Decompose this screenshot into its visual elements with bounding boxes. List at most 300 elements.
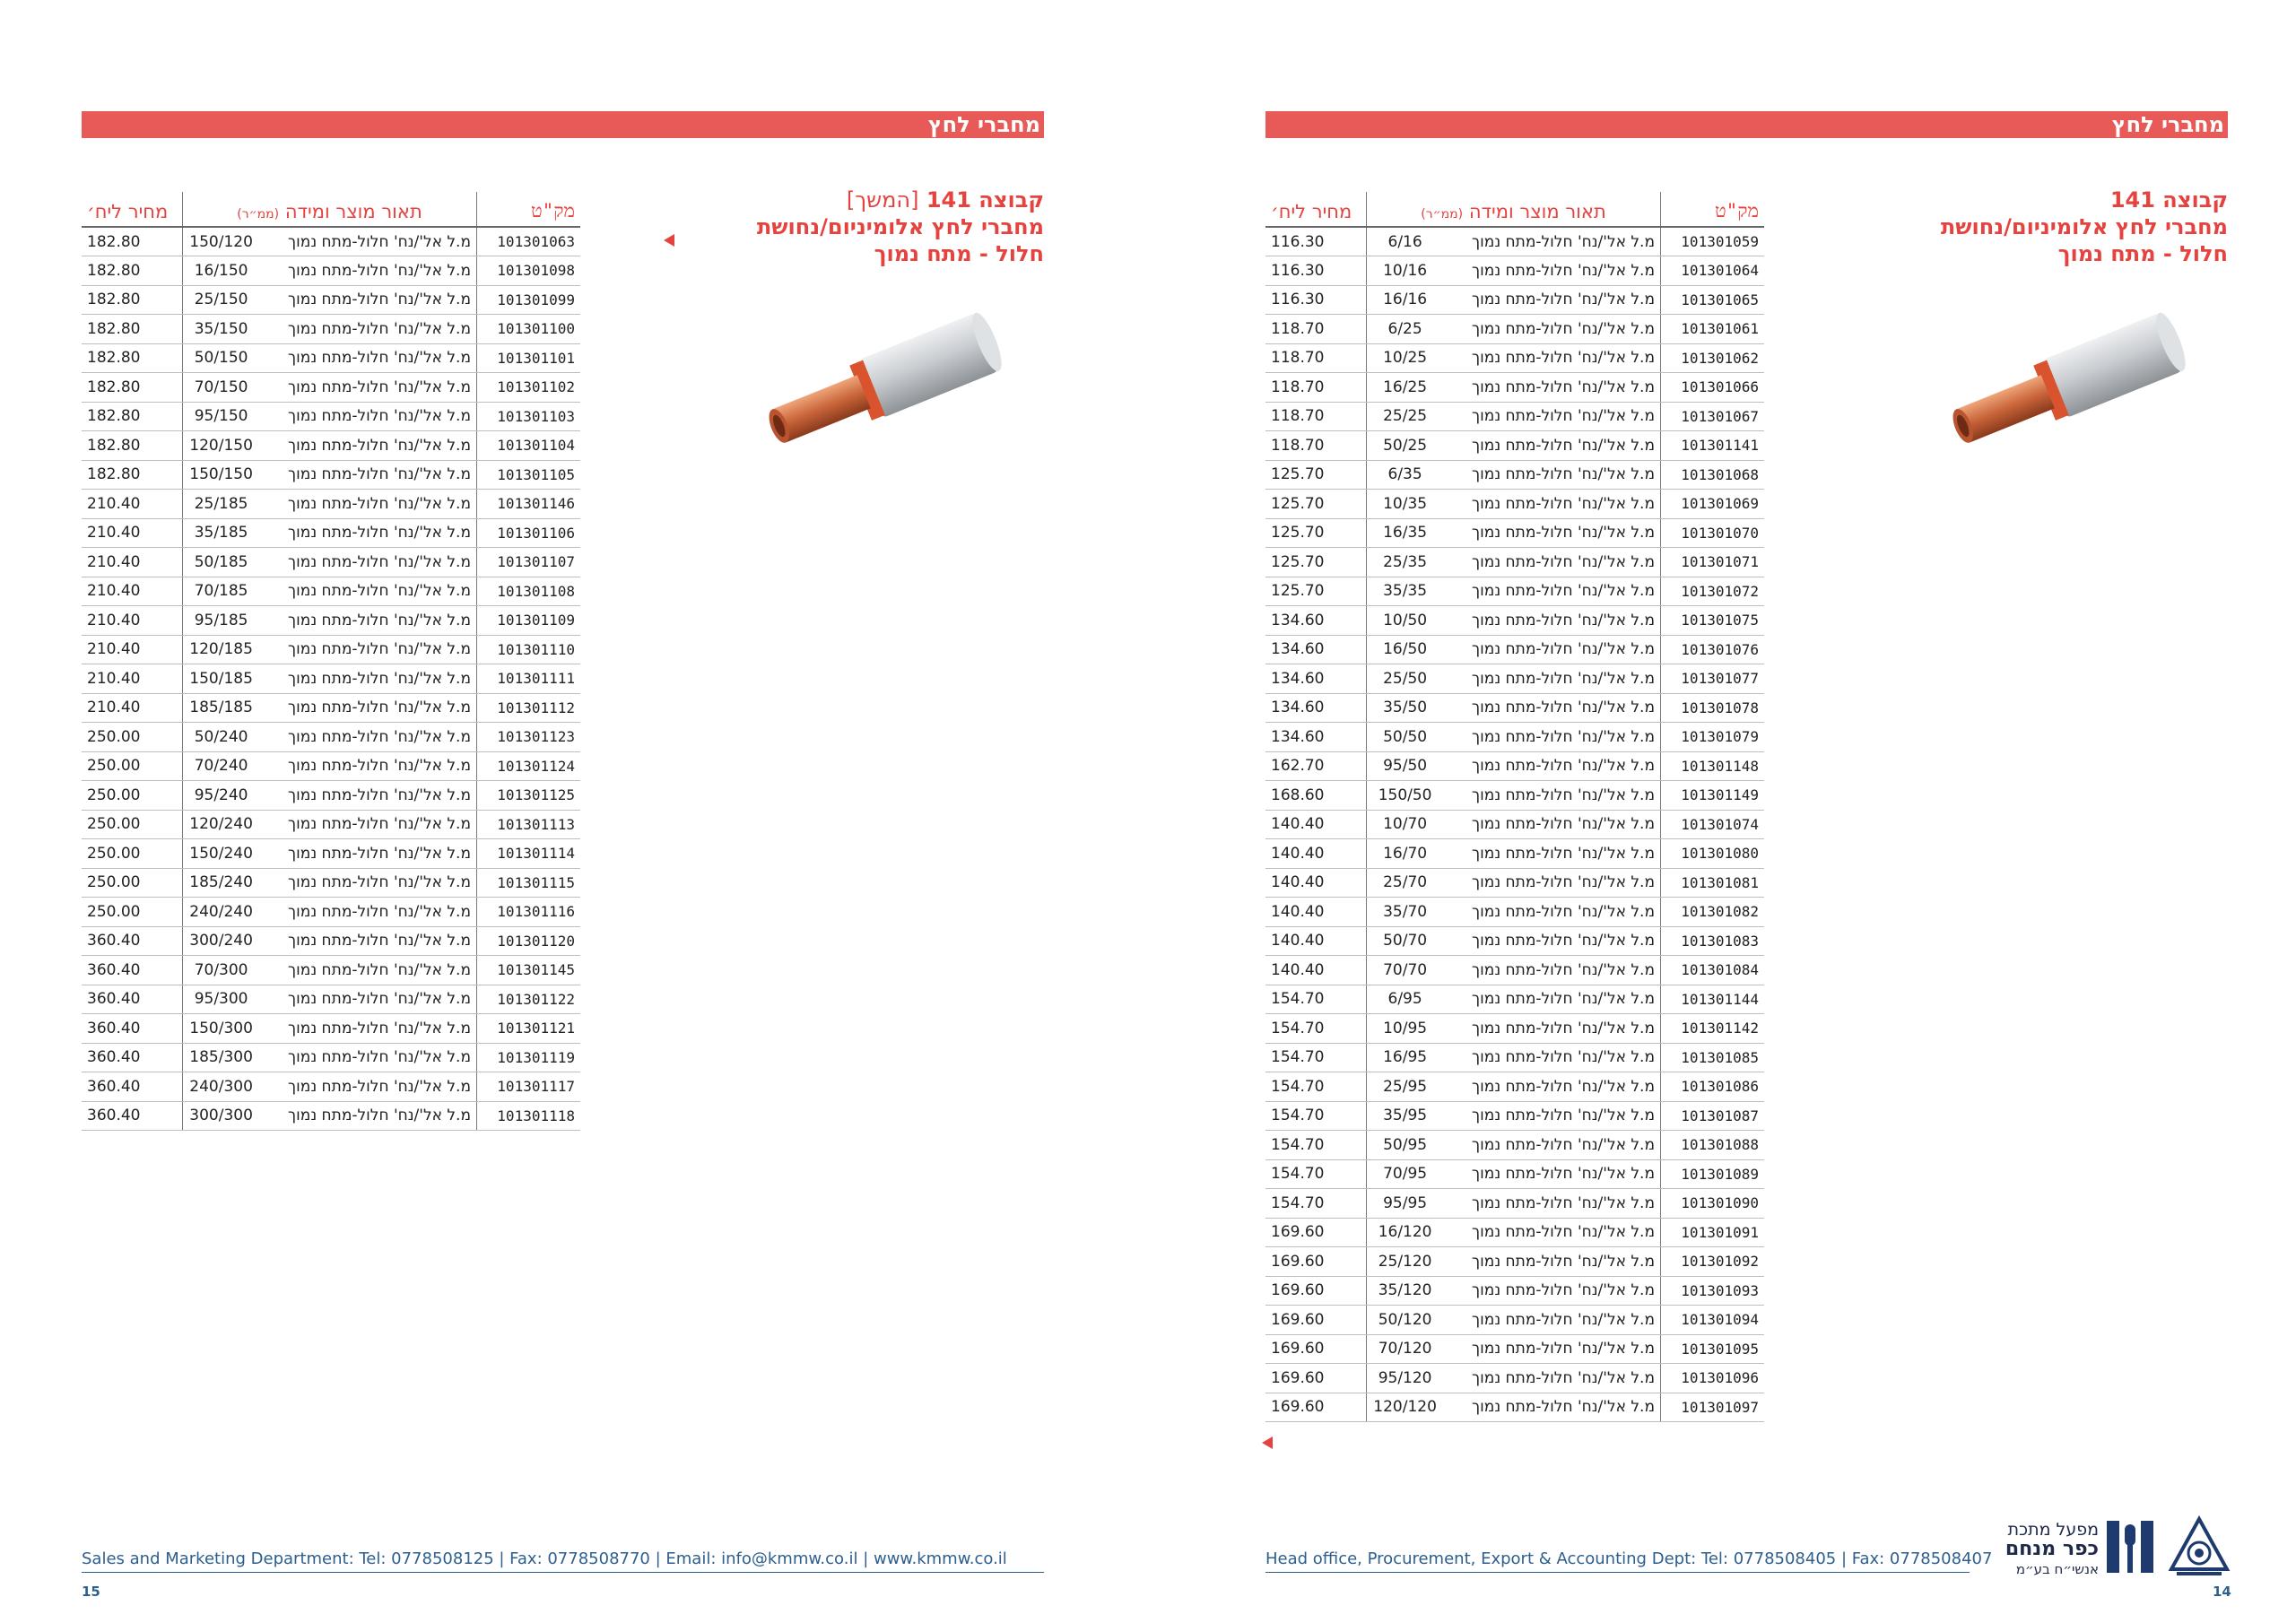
cell-price: 134.60: [1265, 606, 1367, 636]
cell-price: 360.40: [82, 1101, 183, 1131]
cell-size: 300/240: [183, 926, 260, 956]
cell-price: 140.40: [1265, 956, 1367, 985]
header-description: תאור מוצר ומידה (ממ״ר): [1367, 192, 1661, 227]
cell-description: מ.ל אל'/נח' חלול-מתח נמוך: [1443, 635, 1660, 664]
table-row: [1265, 868, 1764, 898]
cell-code: 101301087: [1661, 1101, 1765, 1131]
cell-code: 101301078: [1661, 693, 1765, 723]
cell-price: 169.60: [1265, 1393, 1367, 1422]
group-number: קבוצה 141: [926, 187, 1044, 213]
cell-size: 95/95: [1367, 1189, 1444, 1219]
table-row: [82, 1072, 580, 1102]
table-row: [1265, 926, 1764, 956]
cell-price: 140.40: [1265, 839, 1367, 869]
cell-price: 134.60: [1265, 693, 1367, 723]
cell-price: 182.80: [82, 402, 183, 431]
cell-code: 101301115: [477, 868, 581, 898]
cell-size: 150/240: [183, 839, 260, 869]
cell-description: מ.ל אל'/נח' חלול-מתח נמוך: [1443, 518, 1660, 548]
cell-price: 250.00: [82, 810, 183, 839]
cell-size: 240/300: [183, 1072, 260, 1102]
cell-description: מ.ל אל'/נח' חלול-מתח נמוך: [259, 256, 476, 286]
cell-description: מ.ל אל'/נח' חלול-מתח נמוך: [1443, 1276, 1660, 1306]
cell-description: מ.ל אל'/נח' חלול-מתח נמוך: [1443, 431, 1660, 461]
cell-description: מ.ל אל'/נח' חלול-מתח נמוך: [1443, 810, 1660, 839]
cell-size: 300/300: [183, 1101, 260, 1131]
table-row: [1265, 1072, 1764, 1102]
table-row: [1265, 898, 1764, 927]
cell-size: 95/185: [183, 606, 260, 636]
table-row: [1265, 839, 1764, 869]
cell-description: מ.ל אל'/נח' חלול-מתח נמוך: [1443, 751, 1660, 781]
cell-price: 134.60: [1265, 664, 1367, 694]
table-row: [82, 373, 580, 403]
cell-size: 240/240: [183, 898, 260, 927]
cell-price: 154.70: [1265, 1189, 1367, 1219]
cell-price: 210.40: [82, 606, 183, 636]
cell-size: 150/300: [183, 1014, 260, 1044]
table-row: [1265, 373, 1764, 403]
cell-code: 101301072: [1661, 577, 1765, 606]
cell-description: מ.ל אל'/נח' חלול-מתח נמוך: [259, 898, 476, 927]
product-image-connector: [735, 305, 1022, 466]
cell-description: מ.ל אל'/נח' חלול-מתח נמוך: [259, 373, 476, 403]
cell-size: 50/185: [183, 548, 260, 577]
cell-code: 101301144: [1661, 985, 1765, 1014]
cell-price: 140.40: [1265, 868, 1367, 898]
table-row: [82, 431, 580, 461]
page-number: 14: [2213, 1584, 2231, 1600]
cell-description: מ.ל אל'/נח' חלול-מתח נמוך: [1443, 868, 1660, 898]
table-row: [82, 1043, 580, 1072]
cell-size: 25/95: [1367, 1072, 1444, 1102]
table-row: [1265, 431, 1764, 461]
cell-description: מ.ל אל'/נח' חלול-מתח נמוך: [1443, 315, 1660, 344]
cell-price: 125.70: [1265, 548, 1367, 577]
cell-price: 118.70: [1265, 343, 1367, 373]
cell-price: 154.70: [1265, 1159, 1367, 1189]
price-table: [1265, 192, 1764, 1422]
cell-size: 150/185: [183, 664, 260, 694]
cell-code: 101301149: [1661, 781, 1765, 811]
footer-contact: Sales and Marketing Department: Tel: 0778508125 | Fax: 0778508770 | Email: info@kmmw.co.il | www.kmmw.co.il: [82, 1549, 1044, 1573]
cell-description: מ.ל אל'/נח' חלול-מתח נמוך: [259, 431, 476, 461]
cell-description: מ.ל אל'/נח' חלול-מתח נמוך: [259, 985, 476, 1014]
cell-code: 101301103: [477, 402, 581, 431]
cell-description: מ.ל אל'/נח' חלול-מתח נמוך: [259, 460, 476, 490]
table-row: [82, 518, 580, 548]
table-row: [1265, 1276, 1764, 1306]
cell-description: מ.ל אל'/נח' חלול-מתח נמוך: [1443, 781, 1660, 811]
cell-price: 250.00: [82, 868, 183, 898]
cell-code: 101301082: [1661, 898, 1765, 927]
cell-code: 101301125: [477, 781, 581, 811]
cell-code: 101301074: [1661, 810, 1765, 839]
section-header-band: [82, 111, 1044, 138]
group-subtitle: מחברי לחץ אלומיניום/נחושת: [1940, 214, 2228, 239]
cell-code: 101301063: [477, 227, 581, 256]
cell-size: 35/150: [183, 315, 260, 344]
table-row: [1265, 1334, 1764, 1364]
cell-size: 35/95: [1367, 1101, 1444, 1131]
cell-price: 116.30: [1265, 256, 1367, 286]
table-row: [1265, 343, 1764, 373]
cell-size: 10/16: [1367, 256, 1444, 286]
price-table: [82, 192, 580, 1131]
cell-description: מ.ל אל'/נח' חלול-מתח נמוך: [1443, 548, 1660, 577]
cell-code: 101301100: [477, 315, 581, 344]
table-body: [1265, 227, 1764, 1422]
table-row: [1265, 751, 1764, 781]
table-row: [1265, 1218, 1764, 1247]
cell-size: 10/70: [1367, 810, 1444, 839]
table-row: [1265, 1306, 1764, 1335]
cell-description: מ.ל אל'/נח' חלול-מתח נמוך: [1443, 723, 1660, 752]
table-row: [82, 577, 580, 606]
table-row: [82, 723, 580, 752]
cell-code: 101301091: [1661, 1218, 1765, 1247]
cell-description: מ.ל אל'/נח' חלול-מתח נמוך: [259, 227, 476, 256]
table-row: [82, 781, 580, 811]
table-row: [1265, 1189, 1764, 1219]
continuation-arrow-icon: [1262, 1436, 1273, 1449]
cell-description: מ.ל אל'/נח' חלול-מתח נמוך: [259, 839, 476, 869]
cell-description: מ.ל אל'/נח' חלול-מתח נמוך: [1443, 1101, 1660, 1131]
table-row: [82, 285, 580, 315]
cell-size: 70/70: [1367, 956, 1444, 985]
cell-size: 150/120: [183, 227, 260, 256]
cell-price: 250.00: [82, 751, 183, 781]
cell-size: 6/16: [1367, 227, 1444, 256]
table-row: [1265, 635, 1764, 664]
cell-description: מ.ל אל'/נח' חלול-מתח נמוך: [259, 518, 476, 548]
cell-code: 101301111: [477, 664, 581, 694]
cell-code: 101301093: [1661, 1276, 1765, 1306]
cell-price: 154.70: [1265, 1101, 1367, 1131]
cell-description: מ.ל אל'/נח' חלול-מתח נמוך: [1443, 285, 1660, 315]
cell-description: מ.ל אל'/נח' חלול-מתח נמוך: [259, 1043, 476, 1072]
cell-size: 6/25: [1367, 315, 1444, 344]
cell-price: 169.60: [1265, 1334, 1367, 1364]
group-title: [1869, 187, 2228, 267]
cell-size: 50/120: [1367, 1306, 1444, 1335]
table-row: [82, 693, 580, 723]
cell-price: 210.40: [82, 693, 183, 723]
cell-price: 154.70: [1265, 985, 1367, 1014]
cell-price: 360.40: [82, 956, 183, 985]
cell-price: 116.30: [1265, 227, 1367, 256]
cell-size: 6/35: [1367, 460, 1444, 490]
table-row: [1265, 956, 1764, 985]
page-number: 15: [82, 1584, 100, 1600]
page-14: [1148, 0, 2296, 1623]
cell-code: 101301107: [477, 548, 581, 577]
header-price: מחיר ליח׳: [1265, 192, 1367, 227]
cell-price: 134.60: [1265, 723, 1367, 752]
cell-code: 101301066: [1661, 373, 1765, 403]
table-row: [82, 868, 580, 898]
table-row: [1265, 1043, 1764, 1072]
cell-code: 101301146: [477, 490, 581, 519]
cell-price: 182.80: [82, 343, 183, 373]
cell-description: מ.ל אל'/נח' חלול-מתח נמוך: [259, 1101, 476, 1131]
table-row: [1265, 810, 1764, 839]
cell-price: 154.70: [1265, 1131, 1367, 1160]
table-row: [82, 227, 580, 256]
cell-size: 120/185: [183, 635, 260, 664]
header-price: מחיר ליח׳: [82, 192, 183, 227]
table-row: [1265, 781, 1764, 811]
cell-code: 101301070: [1661, 518, 1765, 548]
table-row: [1265, 985, 1764, 1014]
cell-price: 250.00: [82, 839, 183, 869]
section-header-band: [1265, 111, 2228, 138]
table-row: [82, 810, 580, 839]
cell-description: מ.ל אל'/נח' חלול-מתח נמוך: [259, 315, 476, 344]
cell-code: 101301117: [477, 1072, 581, 1102]
cell-size: 16/95: [1367, 1043, 1444, 1072]
cell-price: 125.70: [1265, 460, 1367, 490]
cell-description: מ.ל אל'/נח' חלול-מתח נמוך: [259, 693, 476, 723]
cell-price: 140.40: [1265, 898, 1367, 927]
table-row: [1265, 315, 1764, 344]
cell-price: 140.40: [1265, 810, 1367, 839]
cell-code: 101301092: [1661, 1247, 1765, 1277]
cell-size: 50/70: [1367, 926, 1444, 956]
seal-icon: [2168, 1515, 2231, 1578]
cell-description: מ.ל אל'/נח' חלול-מתח נמוך: [259, 490, 476, 519]
cell-description: מ.ל אל'/נח' חלול-מתח נמוך: [259, 751, 476, 781]
cell-size: 120/240: [183, 810, 260, 839]
table-row: [82, 402, 580, 431]
cell-description: מ.ל אל'/נח' חלול-מתח נמוך: [1443, 1189, 1660, 1219]
table-row: [1265, 490, 1764, 519]
cell-size: 16/120: [1367, 1218, 1444, 1247]
cell-description: מ.ל אל'/נח' חלול-מתח נמוך: [1443, 1131, 1660, 1160]
cell-code: 101301108: [477, 577, 581, 606]
footer-contact: Head office, Procurement, Export & Accounting Dept: Tel: 0778508405 | Fax: 0778508407: [1265, 1549, 1970, 1573]
table-row: [1265, 460, 1764, 490]
cell-description: מ.ל אל'/נח' חלול-מתח נמוך: [259, 868, 476, 898]
cell-description: מ.ל אל'/נח' חלול-מתח נמוך: [1443, 577, 1660, 606]
cell-price: 125.70: [1265, 518, 1367, 548]
table-row: [1265, 606, 1764, 636]
table-row: [82, 956, 580, 985]
header-code: מק"ט: [1661, 192, 1765, 227]
table-row: [1265, 402, 1764, 431]
cell-size: 95/240: [183, 781, 260, 811]
cell-code: 101301121: [477, 1014, 581, 1044]
cell-description: מ.ל אל'/נח' חלול-מתח נמוך: [1443, 1393, 1660, 1422]
group-subtitle-2: חלול - מתח נמוך: [2057, 241, 2228, 266]
cell-price: 118.70: [1265, 402, 1367, 431]
cell-size: 95/120: [1367, 1364, 1444, 1393]
cell-code: 101301098: [477, 256, 581, 286]
cell-description: מ.ל אל'/נח' חלול-מתח נמוך: [1443, 693, 1660, 723]
table-row: [82, 606, 580, 636]
cell-code: 101301120: [477, 926, 581, 956]
cell-code: 101301090: [1661, 1189, 1765, 1219]
cell-code: 101301113: [477, 810, 581, 839]
cell-size: 70/185: [183, 577, 260, 606]
cell-price: 250.00: [82, 781, 183, 811]
cell-code: 101301081: [1661, 868, 1765, 898]
cell-description: מ.ל אל'/נח' חלול-מתח נמוך: [259, 926, 476, 956]
cell-description: מ.ל אל'/נח' חלול-מתח נמוך: [259, 956, 476, 985]
cell-code: 101301088: [1661, 1131, 1765, 1160]
table-header-row: [1265, 192, 1764, 227]
cell-description: מ.ל אל'/נח' חלול-מתח נמוך: [1443, 926, 1660, 956]
cell-price: 154.70: [1265, 1014, 1367, 1044]
cell-code: 101301065: [1661, 285, 1765, 315]
cell-description: מ.ל אל'/נח' חלול-מתח נמוך: [259, 577, 476, 606]
cell-code: 101301122: [477, 985, 581, 1014]
cell-size: 16/50: [1367, 635, 1444, 664]
cell-size: 70/120: [1367, 1334, 1444, 1364]
table-row: [82, 751, 580, 781]
cell-description: מ.ל אל'/נח' חלול-מתח נמוך: [259, 606, 476, 636]
cell-size: 35/120: [1367, 1276, 1444, 1306]
cell-size: 25/185: [183, 490, 260, 519]
cell-description: מ.ל אל'/נח' חלול-מתח נמוך: [1443, 343, 1660, 373]
cell-description: מ.ל אל'/נח' חלול-מתח נמוך: [1443, 1247, 1660, 1277]
cell-description: מ.ל אל'/נח' חלול-מתח נמוך: [1443, 227, 1660, 256]
cell-size: 185/185: [183, 693, 260, 723]
cell-price: 118.70: [1265, 315, 1367, 344]
cell-price: 182.80: [82, 373, 183, 403]
cell-description: מ.ל אל'/נח' חלול-מתח נמוך: [1443, 1072, 1660, 1102]
cell-code: 101301079: [1661, 723, 1765, 752]
cell-description: מ.ל אל'/נח' חלול-מתח נמוך: [1443, 1306, 1660, 1335]
table-row: [1265, 723, 1764, 752]
cell-size: 16/150: [183, 256, 260, 286]
cell-code: 101301067: [1661, 402, 1765, 431]
cell-code: 101301116: [477, 898, 581, 927]
cell-size: 95/150: [183, 402, 260, 431]
cell-size: 6/95: [1367, 985, 1444, 1014]
cell-size: 50/240: [183, 723, 260, 752]
cell-price: 182.80: [82, 256, 183, 286]
product-image-connector: [1919, 305, 2206, 466]
cell-size: 95/300: [183, 985, 260, 1014]
cell-size: 16/25: [1367, 373, 1444, 403]
group-number: קבוצה 141: [2109, 187, 2228, 213]
cell-price: 154.70: [1265, 1072, 1367, 1102]
cell-description: מ.ל אל'/נח' חלול-מתח נמוך: [1443, 1334, 1660, 1364]
cell-description: מ.ל אל'/נח' חלול-מתח נמוך: [1443, 606, 1660, 636]
cell-price: 118.70: [1265, 373, 1367, 403]
table-row: [1265, 548, 1764, 577]
table-row: [1265, 285, 1764, 315]
cell-size: 185/300: [183, 1043, 260, 1072]
cell-description: מ.ל אל'/נח' חלול-מתח נמוך: [1443, 664, 1660, 694]
cell-size: 50/95: [1367, 1131, 1444, 1160]
cell-size: 10/35: [1367, 490, 1444, 519]
cell-size: 35/70: [1367, 898, 1444, 927]
cell-price: 169.60: [1265, 1247, 1367, 1277]
cell-description: מ.ל אל'/נח' חלול-מתח נמוך: [1443, 1364, 1660, 1393]
cell-price: 210.40: [82, 577, 183, 606]
table-row: [1265, 577, 1764, 606]
cell-code: 101301064: [1661, 256, 1765, 286]
cell-price: 250.00: [82, 723, 183, 752]
cell-code: 101301085: [1661, 1043, 1765, 1072]
cell-price: 210.40: [82, 490, 183, 519]
cell-description: מ.ל אל'/נח' חלול-מתח נמוך: [259, 723, 476, 752]
table-row: [1265, 1247, 1764, 1277]
table-row: [82, 256, 580, 286]
cell-price: 154.70: [1265, 1043, 1367, 1072]
table-row: [1265, 518, 1764, 548]
continuation-arrow-icon: [664, 234, 674, 247]
table-row: [82, 898, 580, 927]
cell-price: 182.80: [82, 227, 183, 256]
cell-code: 101301062: [1661, 343, 1765, 373]
cell-price: 169.60: [1265, 1306, 1367, 1335]
cell-price: 182.80: [82, 460, 183, 490]
cell-size: 35/50: [1367, 693, 1444, 723]
cell-price: 168.60: [1265, 781, 1367, 811]
cell-size: 25/50: [1367, 664, 1444, 694]
cell-size: 150/150: [183, 460, 260, 490]
section-header-title: מחברי לחץ: [927, 112, 1040, 137]
cell-price: 360.40: [82, 926, 183, 956]
cell-price: 250.00: [82, 898, 183, 927]
cell-price: 182.80: [82, 285, 183, 315]
cell-code: 101301101: [477, 343, 581, 373]
cell-code: 101301094: [1661, 1306, 1765, 1335]
cell-size: 185/240: [183, 868, 260, 898]
table-row: [82, 635, 580, 664]
cell-price: 140.40: [1265, 926, 1367, 956]
cell-size: 25/150: [183, 285, 260, 315]
cell-code: 101301145: [477, 956, 581, 985]
cell-size: 16/35: [1367, 518, 1444, 548]
cell-code: 101301106: [477, 518, 581, 548]
cell-code: 101301059: [1661, 227, 1765, 256]
cell-code: 101301148: [1661, 751, 1765, 781]
cell-description: מ.ל אל'/נח' חלול-מתח נמוך: [259, 402, 476, 431]
cell-size: 35/185: [183, 518, 260, 548]
cell-price: 360.40: [82, 985, 183, 1014]
table-header-row: [82, 192, 580, 227]
table-row: [82, 1014, 580, 1044]
cell-size: 10/95: [1367, 1014, 1444, 1044]
cell-description: מ.ל אל'/נח' חלול-מתח נמוך: [1443, 1218, 1660, 1247]
cell-price: 360.40: [82, 1043, 183, 1072]
cell-description: מ.ל אל'/נח' חלול-מתח נמוך: [1443, 373, 1660, 403]
cell-code: 101301105: [477, 460, 581, 490]
group-subtitle: מחברי לחץ אלומיניום/נחושת: [756, 214, 1044, 239]
cell-code: 101301083: [1661, 926, 1765, 956]
cell-code: 101301124: [477, 751, 581, 781]
cell-description: מ.ל אל'/נח' חלול-מתח נמוך: [259, 781, 476, 811]
cell-code: 101301068: [1661, 460, 1765, 490]
cell-price: 125.70: [1265, 577, 1367, 606]
table-row: [1265, 227, 1764, 256]
cell-code: 101301112: [477, 693, 581, 723]
cell-code: 101301102: [477, 373, 581, 403]
table-row: [82, 926, 580, 956]
cell-code: 101301119: [477, 1043, 581, 1072]
cell-description: מ.ל אל'/נח' חלול-מתח נמוך: [259, 548, 476, 577]
cell-price: 169.60: [1265, 1218, 1367, 1247]
cell-price: 169.60: [1265, 1364, 1367, 1393]
cell-size: 70/240: [183, 751, 260, 781]
table-row: [1265, 256, 1764, 286]
table-row: [1265, 693, 1764, 723]
cell-description: מ.ל אל'/נח' חלול-מתח נמוך: [259, 1072, 476, 1102]
